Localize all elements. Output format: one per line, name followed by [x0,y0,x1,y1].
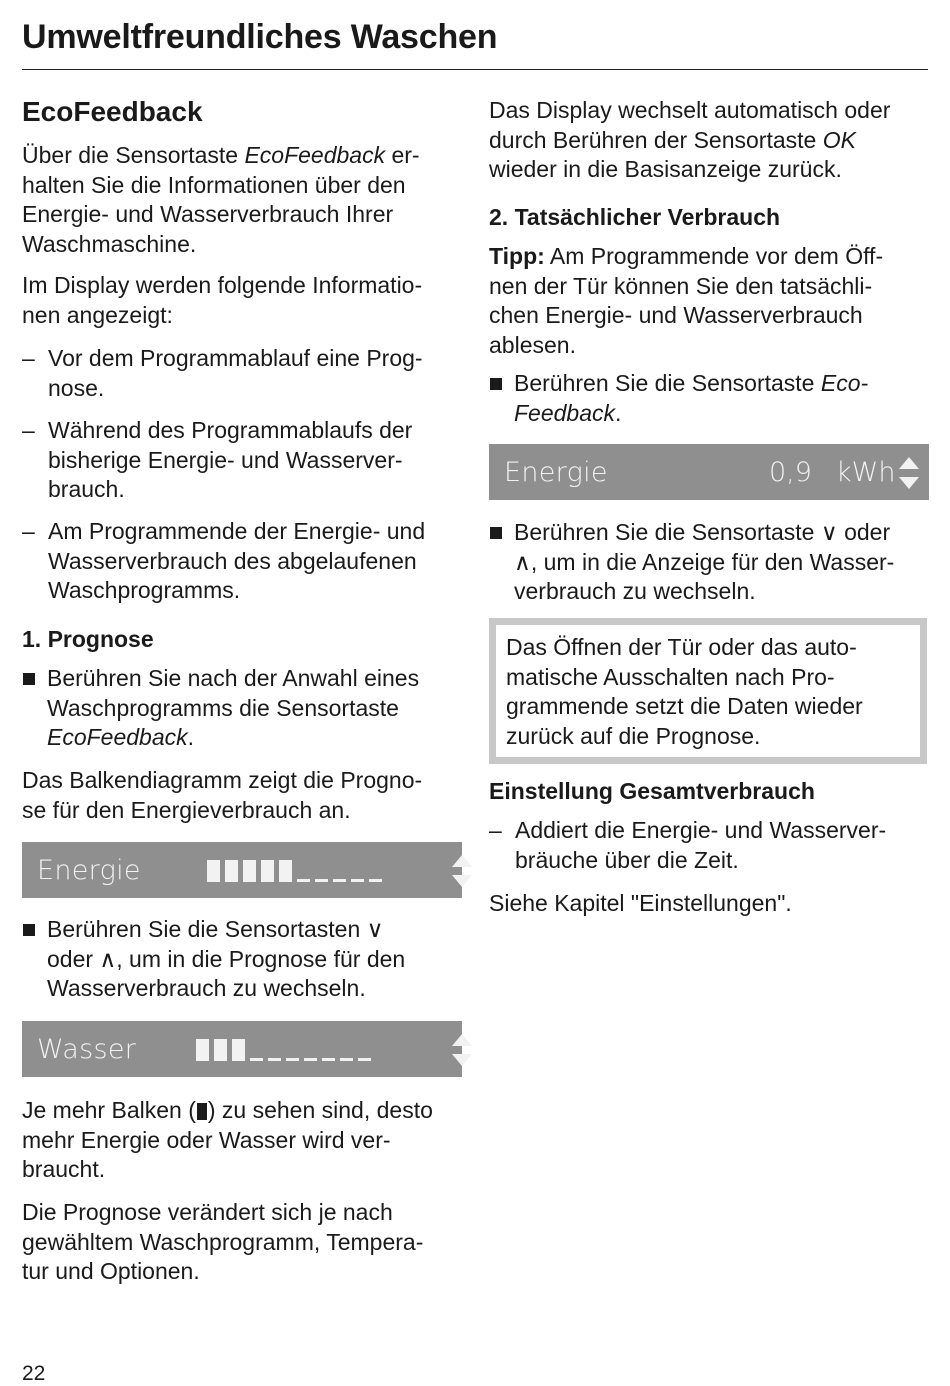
list-item-program-end: – Am Programmende der Energie- und Wasserverbrauch des abgelaufenen Waschprogramms. [22,518,426,603]
bar-segment-filled [225,860,238,882]
bar-segment-empty [333,879,346,882]
bar-segment-empty [297,879,310,882]
subheading-actual-consumption: 2. Tatsächlicher Verbrauch [489,204,781,230]
bar-meter-energy [207,860,387,882]
bar-segment-empty [351,879,364,882]
bar-symbol-icon [197,1103,207,1120]
bar-segment-empty [286,1058,299,1061]
note-text: Das Öffnen der Tür oder das auto- matische Ausschalten nach Pro- grammende setzt die Daten wieder zurück auf die Prognose. [506,634,863,749]
bar-segment-filled [214,1039,227,1061]
display-label: Energie [504,457,608,488]
subheading-total-consumption: Einstellung Gesamtverbrauch [489,778,815,804]
bullet-square-icon [490,378,502,390]
bar-segment-empty [315,879,328,882]
more-bars-paragraph: Je mehr Balken ( ) zu sehen sind, desto mehr Energie oder Wasser wird ver- braucht. [22,1097,433,1182]
up-down-arrows-icon [450,1032,474,1068]
bullet-square-icon [490,527,502,539]
bar-segment-empty [268,1058,281,1061]
tip-paragraph: Tipp: Am Programmende vor dem Öff- nen der Tür können Sie den tatsächli- chen Energie- und Wasserverbrauch ablesen. [489,243,884,358]
instruction-switch-water: Berühren Sie die Sensortasten ∨ oder ∧, um in die Prognose für den Wasserverbrauch zu wechseln. [22,915,462,1005]
page-number: 22 [22,1362,46,1385]
bullet-square-icon [23,673,35,685]
bar-segment-empty [340,1058,353,1061]
bar-segment-empty [304,1058,317,1061]
up-down-arrows-icon [897,455,921,491]
instruction-touch-ecofeedback: Berühren Sie die Sensortaste Eco- Feedback. [489,369,929,429]
auto-switch-paragraph: Das Display wechselt automatisch oder durch Berühren der Sensortaste OK wieder in die Basisanzeige zurück. [489,97,891,182]
bar-meter-water [196,1039,376,1061]
display-info-paragraph: Im Display werden folgende Informatio- nen angezeigt: [22,272,423,328]
bar-segment-filled [261,860,274,882]
bar-segment-empty [369,879,382,882]
bar-segment-filled [196,1039,209,1061]
list-item-during-program: – Während des Programmablaufs der bisherige Energie- und Wasserver- brauch. [22,417,413,502]
page-title: Umweltfreundliches Waschen [22,18,498,56]
intro-paragraph: Über die Sensortaste EcoFeedback er- halten Sie die Informationen über den Energie- und Wasserverbrauch Ihrer Waschmaschine. [22,142,420,257]
bar-segment-empty [322,1058,335,1061]
display-energy-actual [489,444,929,500]
instruction-select-program: Berühren Sie nach der Anwahl eines Waschprogramms die Sensortaste EcoFeedback. [22,664,462,754]
display-label: Energie [37,855,141,886]
display-value: 0,9 [769,457,812,488]
bar-chart-paragraph: Das Balkendiagramm zeigt die Progno- se für den Energieverbrauch an. [22,767,423,823]
up-down-arrows-icon [450,853,474,889]
title-divider [22,69,928,70]
display-label: Wasser [37,1034,137,1065]
bar-segment-filled [232,1039,245,1061]
see-chapter-paragraph: Siehe Kapitel "Einstellungen". [489,890,792,916]
note-box [489,618,927,764]
section-heading-ecofeedback: EcoFeedback [22,96,203,127]
subheading-prognose: 1. Prognose [22,626,154,652]
display-energy-prognosis [22,842,462,898]
instruction-switch-water-actual: Berühren Sie die Sensortaste ∨ oder ∧, um in die Anzeige für den Wasser- verbrauch zu wechseln. [489,518,929,608]
bar-segment-empty [250,1058,263,1061]
display-water-prognosis [22,1021,462,1077]
list-item-total-consumption: – Addiert die Energie- und Wasserver- bräuche über die Zeit. [489,817,887,873]
bar-segment-filled [207,860,220,882]
bullet-square-icon [23,924,35,936]
bar-segment-filled [279,860,292,882]
bar-segment-filled [243,860,256,882]
list-item-before-program: – Vor dem Programmablauf eine Prog- nose. [22,345,423,401]
prognosis-changes-paragraph: Die Prognose verändert sich je nach gewähltem Waschprogramm, Tempera- tur und Optionen. [22,1199,424,1284]
display-unit: kWh [836,457,896,488]
bar-segment-empty [358,1058,371,1061]
